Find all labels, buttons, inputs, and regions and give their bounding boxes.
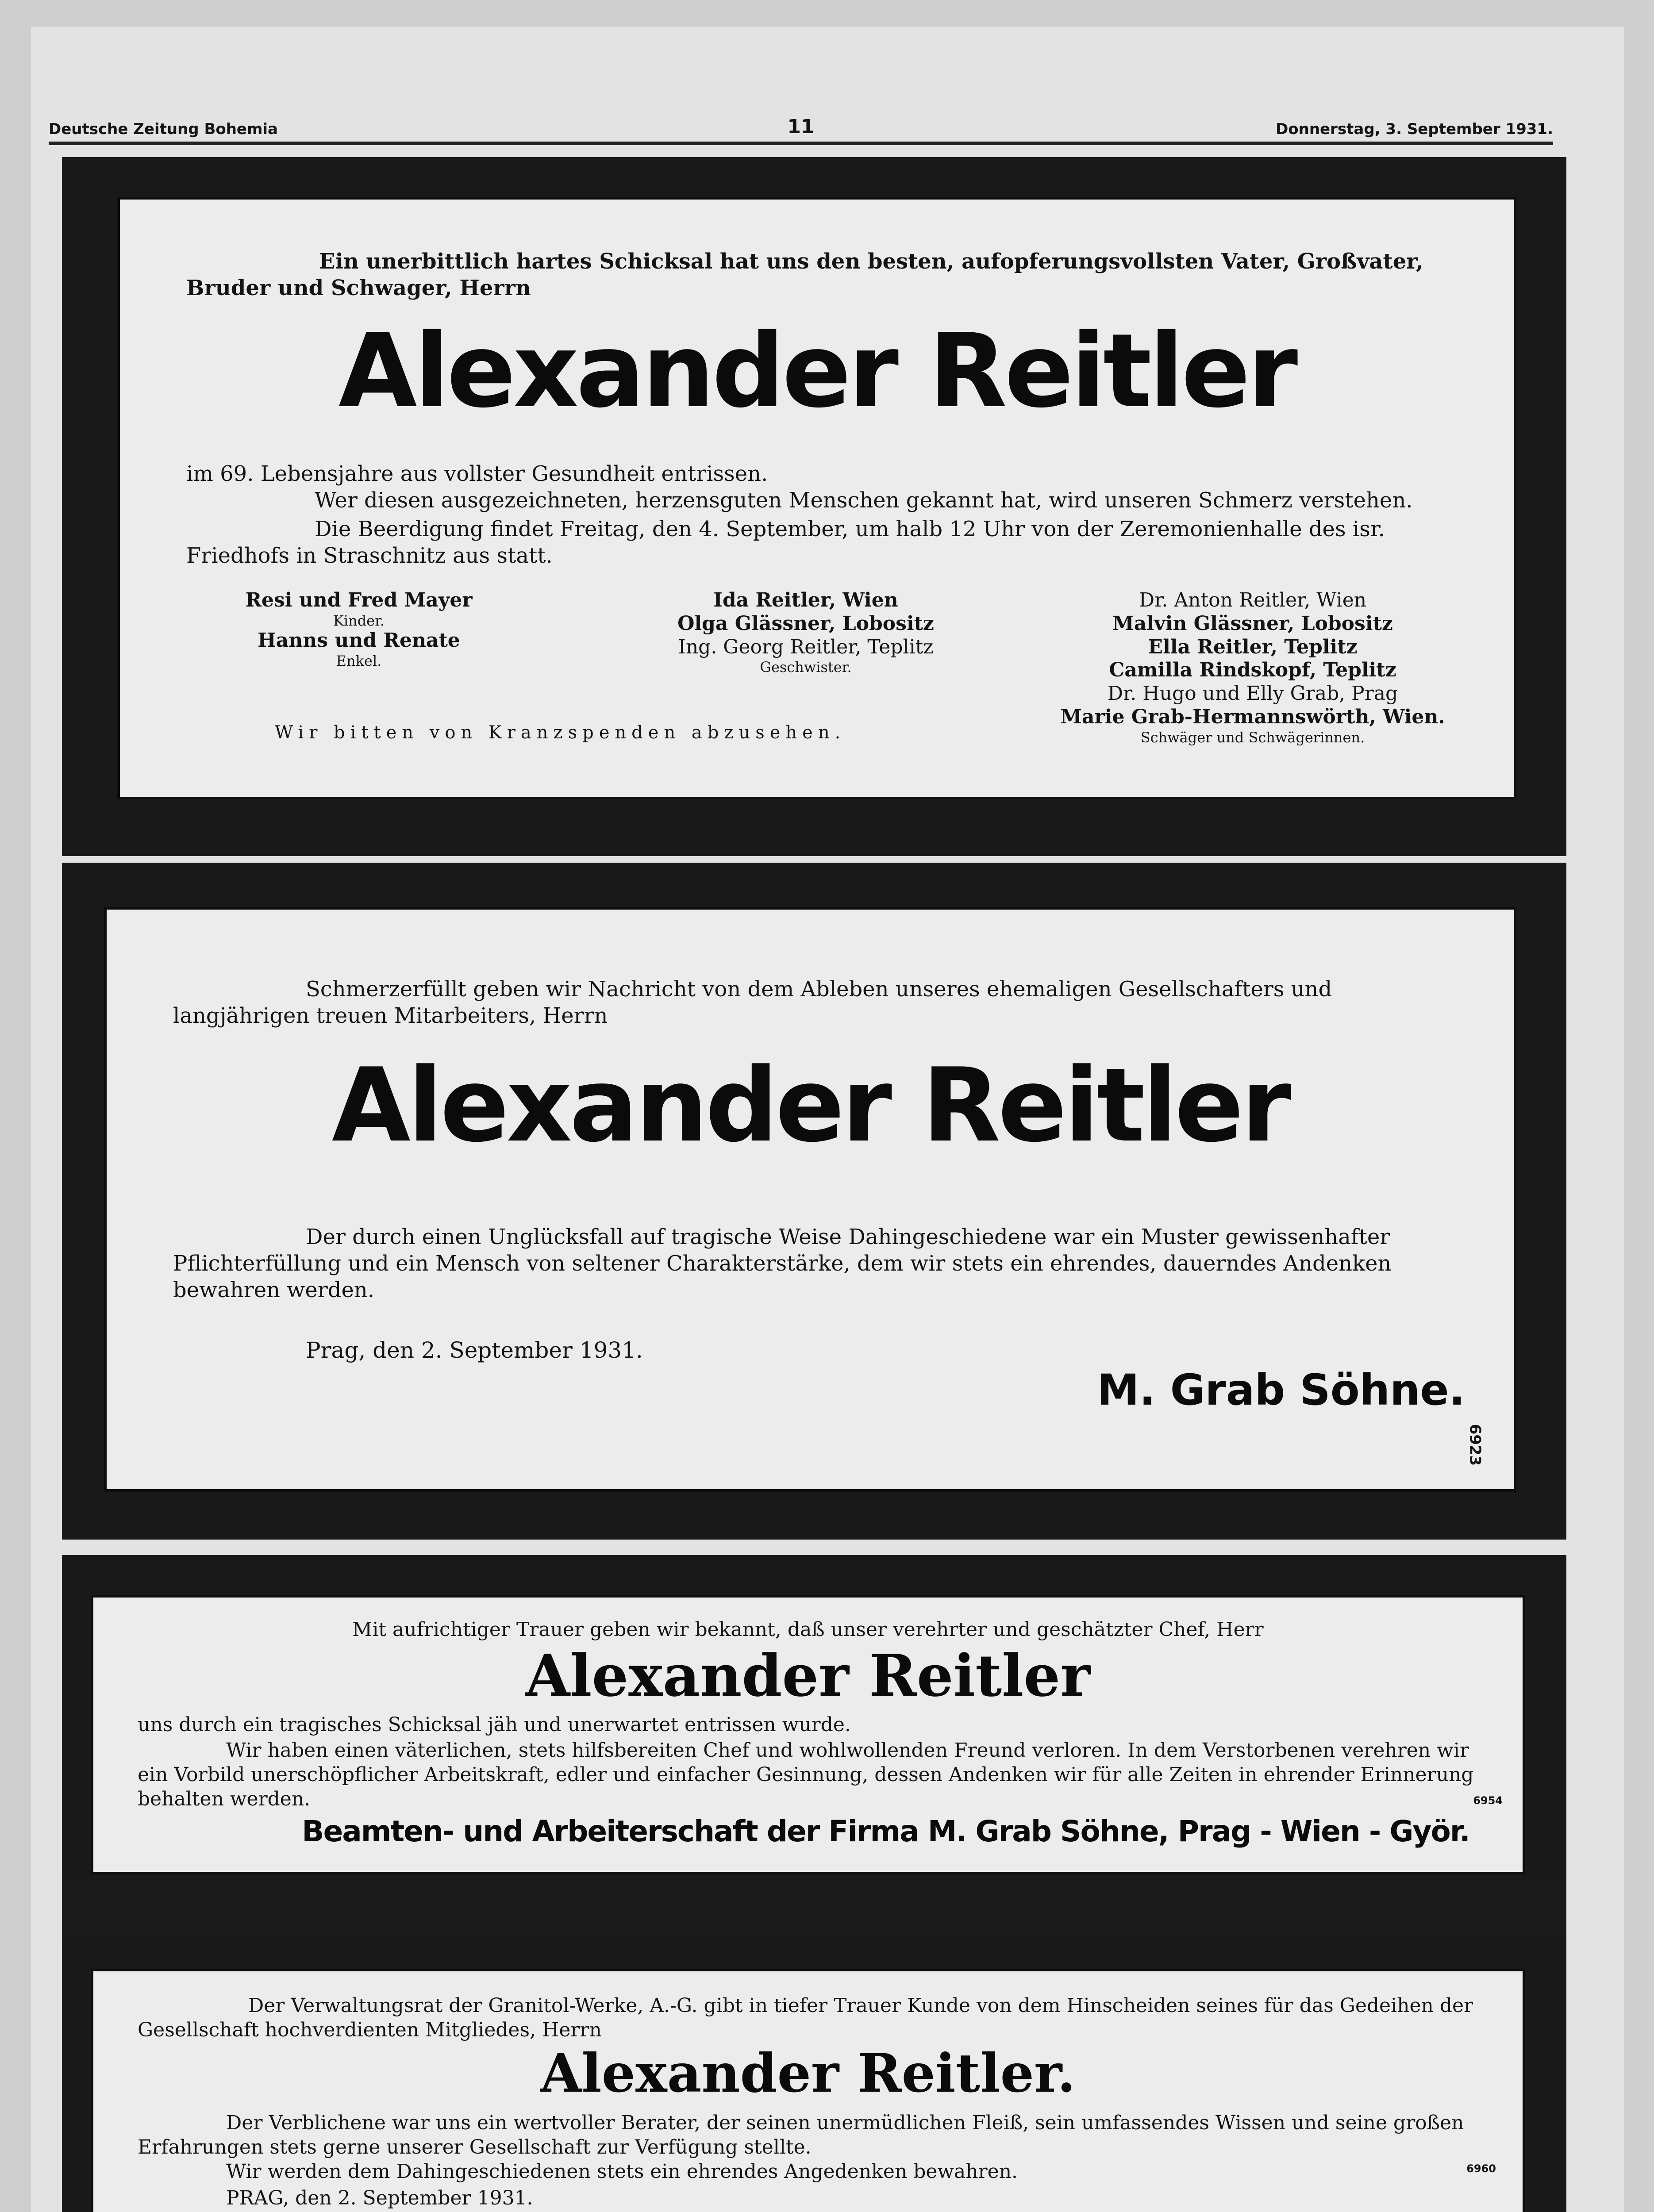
- notice4-intro: Der Verwaltungsrat der Granitol-Werke, A.-G. gibt in tiefer Trauer Kunde von dem Hinscheiden seines für das Gedeihen der Gesellschaft hochverdienten Mitgliedes, Herrn: [138, 1994, 1473, 2041]
- notice2-deceased-name: Alexander Reitler: [331, 1047, 1289, 1165]
- notice2-firm-signature: M. Grab Söhne.: [1097, 1365, 1465, 1415]
- obituary-notice-2: [104, 907, 1516, 1492]
- notice3-staff-signature: Beamten- und Arbeiterschaft der Firma M. Grab Söhne, Prag - Wien - Györ.: [302, 1814, 1469, 1848]
- sibling-3: Ing. Georg Reitler, Teplitz: [678, 635, 934, 658]
- grandchildren-label: Enkel.: [336, 652, 382, 669]
- children-names: Resi und Fred Mayer: [245, 589, 473, 611]
- in-law-1: Dr. Anton Reitler, Wien: [1139, 589, 1367, 611]
- page-number: 11: [787, 115, 815, 138]
- in-law-2: Malvin Glässner, Lobositz: [1112, 612, 1393, 635]
- notice4-deceased-name: Alexander Reitler.: [540, 2042, 1076, 2104]
- notice4-ad-code: 6960: [1466, 2162, 1496, 2175]
- in-law-3: Ella Reitler, Teplitz: [1148, 635, 1358, 658]
- notice2-date: Prag, den 2. September 1931.: [306, 1337, 643, 1363]
- mourners-children: [204, 589, 514, 669]
- in-law-4: Camilla Rindskopf, Teplitz: [1109, 659, 1396, 682]
- in-laws-label: Schwäger und Schwägerinnen.: [1140, 729, 1365, 746]
- page-header: [49, 111, 1553, 145]
- notice3-ad-code: 6954: [1473, 1794, 1503, 1807]
- notice3-body: Wir haben einen väterlichen, stets hilfsbereiten Chef und wohlwollenden Freund verloren. In dem Verstorbenen verehren wir ein Vorbild unerschöpflicher Arbeitskraft, edler und einfacher Gesinnung, dessen Andenken wir für alle Zeiten in ehrender Erinnerung behalten werden.: [138, 1739, 1474, 1810]
- notice1-line2: Wer diesen ausgezeichneten, herzensguten Menschen gekannt hat, wird unseren Schmerz verstehen.: [315, 488, 1413, 513]
- issue-date: Donnerstag, 3. September 1931.: [1276, 120, 1553, 138]
- mourners-siblings: [629, 589, 983, 676]
- notice1-line3: Die Beerdigung findet Freitag, den 4. September, um halb 12 Uhr von der Zeremonienhalle des isr. Friedhofs in Straschnitz aus statt.: [186, 517, 1385, 568]
- notice1-intro: Ein unerbittlich hartes Schicksal hat uns den besten, aufopferungsvollsten Vater, Großvater, Bruder und Schwager, Herrn: [186, 249, 1423, 300]
- children-label: Kinder.: [333, 612, 385, 629]
- notice2-intro: Schmerzerfüllt geben wir Nachricht von dem Ableben unseres ehemaligen Gesellschafters und langjährigen treuen Mitarbeiters, Herrn: [173, 977, 1332, 1028]
- obituary-notice-1: [117, 197, 1516, 799]
- in-law-5: Dr. Hugo und Elly Grab, Prag: [1107, 682, 1398, 705]
- in-law-6: Marie Grab-Hermannswörth, Wien.: [1060, 705, 1445, 728]
- notice3-intro: Mit aufrichtiger Trauer geben wir bekannt, daß unser verehrter und geschätzter Chef, Herr: [352, 1618, 1264, 1641]
- notice2-body: Der durch einen Unglücksfall auf tragische Weise Dahingeschiedene war ein Muster gewissenhafter Pflichterfüllung und ein Mensch von seltener Charakterstärke, dem wir stets ein ehrendes, dauerndes Andenken bewahren werden.: [173, 1225, 1392, 1302]
- notice4-date: PRAG, den 2. September 1931.: [226, 2187, 533, 2209]
- notice2-ad-code: 6923: [1466, 1424, 1484, 1466]
- obituary-notice-4: [91, 1969, 1525, 2212]
- notice4-body: Der Verblichene war uns ein wertvoller Berater, der seinen unermüdlichen Fleiß, sein umfassendes Wissen und seine großen Erfahrungen stets gerne unserer Gesellschaft zur Verfügung stellte.: [138, 2112, 1464, 2158]
- notice1-wreath-request: Wir bitten von Kranzspenden abzusehen.: [275, 722, 846, 743]
- grandchildren-names: Hanns und Renate: [258, 629, 460, 652]
- notice3-line1: uns durch ein tragisches Schicksal jäh und unerwartet entrissen wurde.: [138, 1713, 851, 1736]
- notice1-line1: im 69. Lebensjahre aus vollster Gesundheit entrissen.: [186, 461, 768, 486]
- notice1-deceased-name: Alexander Reitler: [338, 312, 1296, 430]
- mourners-in-laws: [1031, 589, 1474, 746]
- sibling-1: Ida Reitler, Wien: [713, 589, 898, 611]
- notice3-deceased-name: Alexander Reitler: [525, 1642, 1091, 1709]
- sibling-2: Olga Glässner, Lobositz: [677, 612, 934, 635]
- obituary-notice-3: [91, 1595, 1525, 1874]
- notice4-line2: Wir werden dem Dahingeschiedenen stets ein ehrendes Angedenken bewahren.: [226, 2160, 1018, 2183]
- siblings-label: Geschwister.: [760, 659, 852, 676]
- newspaper-title: Deutsche Zeitung Bohemia: [49, 120, 278, 138]
